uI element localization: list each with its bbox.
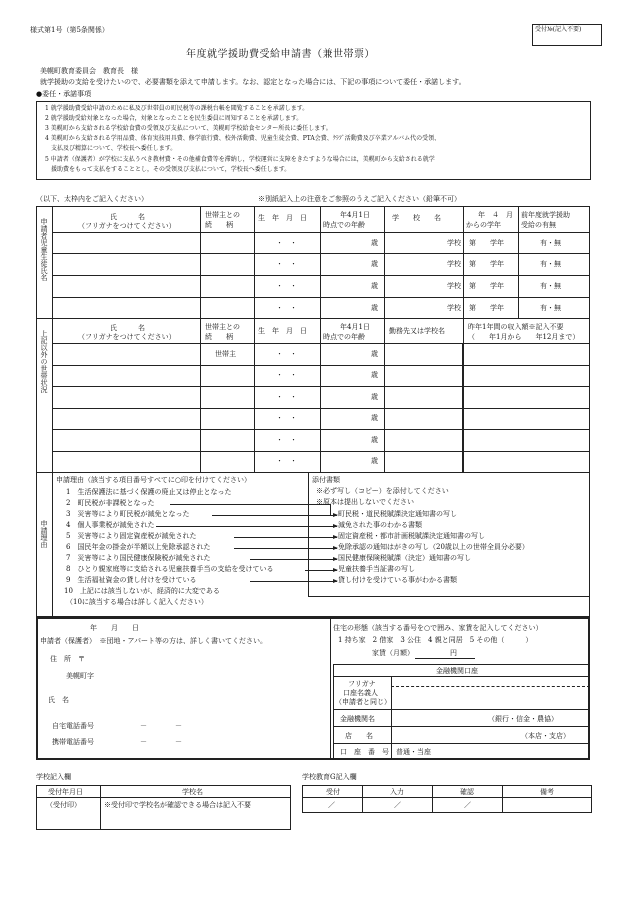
- consent-item: 2 就学援助受給対象となった場合，対象となったことを民生委員に周知することを承諾します。: [45, 115, 303, 122]
- office-col: 入力: [390, 788, 404, 796]
- household-side-label: 上記以外の世帯状況: [40, 330, 48, 393]
- attachment-item: 貸し付けを受けている事がわかる書類: [338, 576, 457, 584]
- school-box-title: 学校記入欄: [36, 773, 71, 781]
- hh-col-income: [468, 324, 563, 331]
- col-prev: 前年度就学援助: [521, 211, 570, 219]
- town-label: 美幌町字: [66, 672, 94, 680]
- reason-item: 5 災害等により固定資産税が減免された: [66, 532, 197, 540]
- reason-item: 8 ひとり親家庭等に支給される児童扶養手当の支給を受けている: [66, 565, 274, 573]
- holder-label: 口座名義人: [343, 689, 378, 697]
- age-unit: 歳: [371, 304, 378, 312]
- reason-item: 2 町民税が非課税となった: [66, 499, 155, 507]
- prev-yes-no: 有・無: [540, 260, 561, 268]
- attachment-item: 児童扶養手当証書の写し: [338, 565, 415, 573]
- children-side-label: 申請者児童生徒氏名: [40, 218, 48, 281]
- prev-yes-no: 有・無: [540, 239, 561, 247]
- application-date: 年 月 日: [90, 624, 139, 632]
- school-unit: 学校: [447, 282, 461, 290]
- applicant-frame: [36, 617, 590, 760]
- hh-col-name: 氏 名: [110, 324, 145, 332]
- account-type: 普通・当座: [396, 748, 431, 756]
- account-label: 口 座 番 号: [340, 748, 389, 756]
- applicant-note: ※団地・アパート等の方は、詳しく書いてください。: [99, 637, 267, 645]
- mobile-label: 携帯電話番号: [52, 738, 94, 746]
- bank-types: （銀行・信金・農協）: [488, 715, 558, 723]
- consent-item: 5 申請者（保護者）が学校に支払うべき教材費・その他補食費等を滞納し，学校運営に支障をきたすような場合には，美幌町から支給される就学: [45, 156, 435, 163]
- address-label: 住 所 〒: [50, 655, 85, 663]
- prev-yes-no: 有・無: [540, 304, 561, 312]
- form-title: 年度就学援助費受給申請書（兼世帯票）: [186, 49, 375, 60]
- income-note: ※記入不要: [528, 323, 564, 331]
- addressee: 美幌町教育委員会 教育長 様: [40, 67, 138, 75]
- attachments-note: ※原本は提出しないでください: [316, 498, 414, 506]
- reason-item: 9 生活福祉資金の貸し付けを受けている: [66, 576, 197, 584]
- col-grade-2: からの学年: [466, 221, 501, 229]
- school-unit: 学校: [447, 260, 461, 268]
- arrow: [234, 548, 337, 549]
- rent-label: 家賃（月額）: [372, 649, 414, 657]
- dob-dots: ・ ・: [276, 260, 297, 268]
- receipt-number-box: [532, 24, 602, 46]
- arrow: [305, 570, 337, 571]
- dob-dots: ・ ・: [276, 350, 297, 358]
- attachment-item: 免除承認の通知はがきの写し（20歳以上の世帯全員分必要）: [338, 543, 529, 551]
- col-name-sub: （フリガナをつけてください）: [78, 222, 176, 230]
- consent-item: 援助費をもって支払をすることとし，その受領及び支払について，学校長へ委任します。: [45, 166, 291, 173]
- hh-col-dob: 生 年 月 日: [258, 327, 307, 335]
- col-name: 氏 名: [110, 213, 145, 221]
- school-unit: 学校: [447, 304, 461, 312]
- attachment-item: 町民税・道民税賦課決定通知書の写し: [338, 510, 457, 518]
- reason-item: 3 災害等により町民税が減免となった: [66, 510, 190, 518]
- reasons-heading: 申請理由（該当する項目番号すべてに○印を付けてください）: [56, 476, 251, 484]
- reason-item: 6 国民年金の掛金が半額以上免除承認された: [66, 543, 211, 551]
- housing-options: 1 持ち家 2 借家 3 公住 4 親と同居 5 その他（ ）: [338, 636, 533, 644]
- hh-col-income-period: （ 年1月から 年12月まで）: [468, 333, 580, 341]
- receipt-stamp: （受付印）: [46, 801, 81, 809]
- attachments-note: ※必ず写し（コピー）を添付してください: [316, 487, 449, 495]
- col-age-2: 時点での年齢: [323, 221, 365, 229]
- holder-note: （申請者と同じ）: [335, 698, 391, 706]
- arrow: [234, 537, 337, 538]
- dob-dots: ・ ・: [276, 282, 297, 290]
- prev-yes-no: 有・無: [540, 282, 561, 290]
- office-col: 受付: [326, 788, 340, 796]
- consent-item: 1 就学援助費受給申請のために私及び世帯員の町民税等の課税台帳を閲覧することを承諾します。: [45, 105, 309, 112]
- col-school: 学 校 名: [392, 214, 441, 222]
- col-prev-2: 受給の有無: [521, 221, 556, 229]
- grade-unit: 第 学年: [469, 304, 504, 312]
- age-unit: 歳: [371, 239, 378, 247]
- col-grade: 年 ４ 月: [478, 211, 513, 219]
- age-unit: 歳: [371, 282, 378, 290]
- instructions-left: （以下、太枠内をご記入ください）: [36, 195, 148, 203]
- col-relation: 世帯主との: [205, 211, 240, 219]
- consent-heading: ●委任・承諾事項: [36, 90, 92, 98]
- office-col: 備考: [540, 788, 554, 796]
- reason-item: （10に該当する場合は詳しく記入ください）: [66, 598, 208, 606]
- hh-col-relation-2: 続 柄: [205, 333, 233, 341]
- hh-col-name-sub: （フリガナをつけてください）: [78, 333, 176, 341]
- branch-types: （本店・支店）: [521, 732, 570, 740]
- col-age: 年4月1日: [340, 211, 370, 219]
- holder-furigana: フリガナ: [348, 680, 376, 688]
- dob-dots: ・ ・: [276, 304, 297, 312]
- home-phone-label: 自宅電話番号: [52, 722, 94, 730]
- dob-dots: ・ ・: [276, 457, 297, 465]
- housing-heading: 住宅の形態（該当する番号を○で囲み、家賃を記入してください）: [333, 624, 543, 632]
- reason-item: 1 生活保護法に基づく保護の廃止又は停止となった: [66, 488, 232, 496]
- age-unit: 歳: [371, 371, 378, 379]
- age-unit: 歳: [371, 436, 378, 444]
- grade-unit: 第 学年: [469, 260, 504, 268]
- head-of-household: 世帯主: [215, 350, 236, 358]
- arrow: [250, 581, 337, 582]
- attachments-heading: 添付書類: [312, 476, 340, 484]
- consent-item: 4 美幌町から支給される学用品費、体育実技用具費、修学旅行費、校外活動費、児童生徒会費、PTA会費、ｸﾗﾌﾞ活動費及び卒業アルバム代の受領、: [45, 135, 441, 142]
- age-unit: 歳: [371, 350, 378, 358]
- age-unit: 歳: [371, 260, 378, 268]
- school-col-date: 受付年月日: [48, 788, 83, 796]
- slash: ／: [394, 801, 401, 809]
- instructions-right: ※別紙記入上の注意をご参照のうえご記入ください（鉛筆不可）: [258, 195, 461, 203]
- office-col: 確認: [460, 788, 474, 796]
- hh-col-age: 年4月1日: [340, 323, 370, 331]
- slash: ／: [464, 801, 471, 809]
- dob-dots: ・ ・: [276, 393, 297, 401]
- school-unit: 学校: [447, 239, 461, 247]
- consent-item: 支払及び精算について、学校長へ委任します。: [45, 145, 177, 152]
- age-unit: 歳: [371, 393, 378, 401]
- grade-unit: 第 学年: [469, 239, 504, 247]
- attachment-item: 国民健康保険税賦課（決定）通知書の写し: [338, 554, 471, 562]
- reason-item: 7 災害等により国民健康保険税が減免された: [66, 554, 211, 562]
- dob-dots: ・ ・: [276, 239, 297, 247]
- dob-dots: ・ ・: [276, 436, 297, 444]
- arrow: [212, 515, 337, 516]
- age-unit: 歳: [371, 457, 378, 465]
- dob-dots: ・ ・: [276, 414, 297, 422]
- reason-item: 10 上記には該当しないが、経済的に大変である: [64, 587, 220, 595]
- home-phone-dash: － －: [140, 722, 182, 730]
- rent-yen: 円: [450, 649, 457, 657]
- col-relation-2: 続 柄: [205, 221, 233, 229]
- income-label: 昨年1年間の収入額: [468, 323, 529, 331]
- form-number: 様式第1号（第5条関係）: [30, 26, 109, 34]
- bank-name-label: 金融機関名: [340, 715, 375, 723]
- attachment-item: 固定資産税・都市計画税賦課決定通知書の写し: [338, 532, 485, 540]
- applicant-label-text: 申請者（保護者）: [40, 637, 93, 645]
- intro-text: 就学援助の支給を受けたいので、必要書類を添えて申請します。なお、認定となった場合には、下記の事項について委任・承諾します。: [40, 78, 466, 86]
- receipt-number-label: 受付№(記入不要): [535, 26, 582, 33]
- reasons-side-label: 申請理由: [40, 520, 48, 548]
- hh-col-relation: 世帯主との: [205, 323, 240, 331]
- bank-heading: 金融機関口座: [436, 667, 478, 675]
- slash: ／: [328, 801, 335, 809]
- school-box-note: ※受付印で学校名が確認できる場合は記入不要: [104, 801, 251, 809]
- arrow: [156, 526, 337, 527]
- consent-box: [36, 101, 591, 180]
- branch-label: 店 名: [345, 732, 373, 740]
- attachment-item: 減免された事のわかる書類: [338, 521, 422, 529]
- dob-dots: ・ ・: [276, 371, 297, 379]
- school-col-name: 学校名: [182, 788, 203, 796]
- reason-item: 4 個人事業税が減免された: [66, 521, 155, 529]
- hh-col-age-2: 時点での年齢: [323, 333, 365, 341]
- name-label: 氏 名: [48, 696, 69, 704]
- arrow: [250, 559, 337, 560]
- consent-item: 3 美幌町から支給される学校給食費の受領及び支払について、美幌町学校給食センター所長に委任します。: [45, 125, 332, 132]
- hh-col-work: 勤務先又は学校名: [389, 327, 445, 335]
- grade-unit: 第 学年: [469, 282, 504, 290]
- mobile-dash: － －: [140, 738, 182, 746]
- age-unit: 歳: [371, 414, 378, 422]
- col-dob: 生 年 月 日: [258, 214, 307, 222]
- office-box-title: 学校教育G記入欄: [302, 773, 357, 781]
